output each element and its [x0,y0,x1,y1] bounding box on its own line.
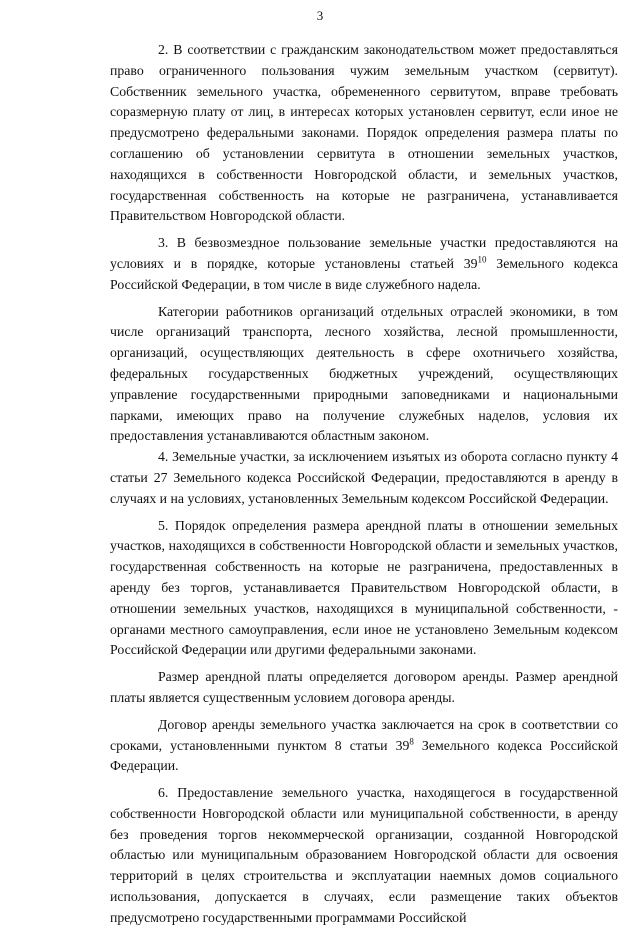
document-body [110,40,618,929]
paragraph-worker-categories: Категории работников организаций отдельных отраслей экономики, в том числе организаций транспорта, лесного хозяйства, лесной промышленности, организаций, осуществляющих деятельность в сфере охотничьего хозяйства, федеральных государственных бюджетных учреждений, осуществляющих управление государственными природными заповедниками и национальными парками, имеющих право на получение служебных наделов, условия их предоставления устанавливаются областным законом. [110,303,618,444]
paragraph-lease: 4. Земельные участки, за исключением изъятых из оборота согласно пункту 4 статьи 27 Земельного кодекса Российской Федерации, предоставляются в аренду в случаях и на условиях, установленных Земельным кодексом Российской Федерации. [110,449,618,506]
paragraph-rent-amount: Размер арендной платы определяется договором аренды. Размер арендной платы является существенным условием договора аренды. [110,669,618,705]
paragraph-social-housing: 6. Предоставление земельного участка, находящегося в государственной собственности Новгородской области или муниципальной собственности, в аренду без проведения торгов некоммерческой организации, созданной Новгородской областью или муниципальным образованием Новгородской области для освоения территорий в целях строительства и эксплуатации наемных домов социального использования, допускается в случаях, если размещение таких объектов предусмотрено государственными программами Российской [110,785,618,925]
paragraph-rent-procedure: 5. Порядок определения размера арендной платы в отношении земельных участков, находящихся в собственности Новгородской области и земельных участков, государственная собственность на которые не разграничена, предоставленных в аренду без торгов, устанавливается Правительством Новгородской области, в отношении земельных участков, находящихся в муниципальной собственности, - органами местного самоуправления, если иное не установлено Земельным кодексом Российской Федерации или другими федеральными законами. [110,517,618,658]
paragraph-servitude: 2. В соответствии с гражданским законодательством может предоставляться право ограниченного пользования чужим земельным участком (сервитут). Собственник земельного участка, обремененного сервитутом, вправе требовать соразмерную плату от лиц, в интересах которых установлен сервитут, если иное не предусмотрено федеральными законами. Порядок определения размера платы по соглашению об установлении сервитута в отношении земельных участков, находящихся в собственности Новгородской области, и земельных участков, государственная собственность на которые не разграничена, устанавливается Правительством Новгородской области. [110,42,618,224]
superscript: 10 [477,254,487,265]
paragraph-free-use: 3. В безвозмездное пользование земельные участки предоставляются на условиях и в порядке, которые установлены статьей $39^{10}$ Земельного кодекса Российской Федерации, в том числе в виде служебного надела. [110,235,618,292]
paragraph-lease-term: Договор аренды земельного участка заключается на срок в соответствии со сроками, установленными пунктом 8 статьи $39^8$ Земельного кодекса Российской Федерации. [110,716,619,774]
superscript: 8 [409,735,414,746]
page-number: 3 [316,8,324,23]
